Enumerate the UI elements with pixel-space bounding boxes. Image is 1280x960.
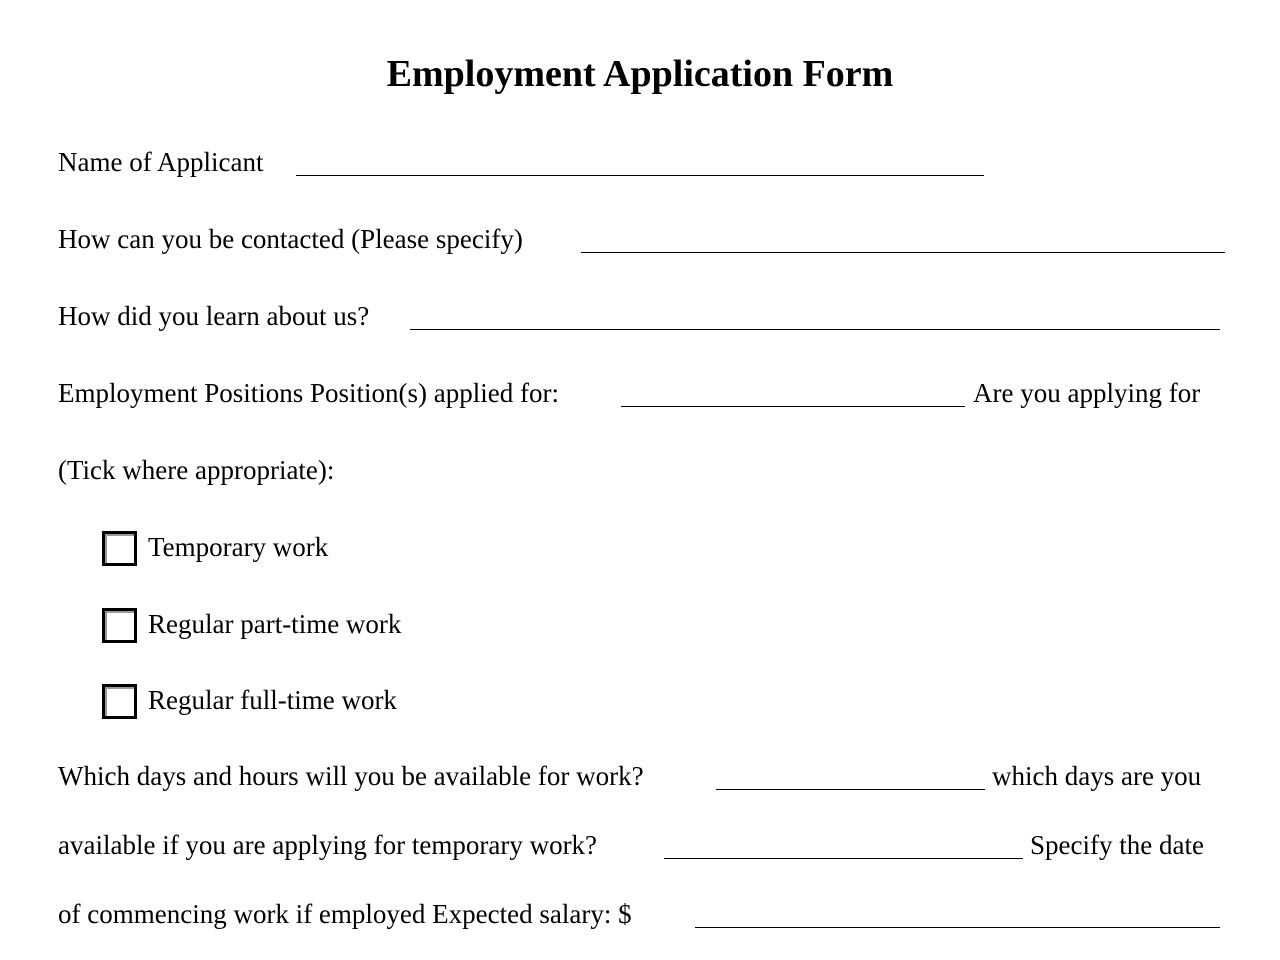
applying-for-label: Are you applying for — [973, 378, 1201, 408]
salary-field[interactable] — [695, 927, 1220, 928]
temporary-availability-field[interactable] — [664, 858, 1023, 859]
tick-row — [58, 452, 1228, 488]
name-label: Name of Applicant — [58, 147, 264, 177]
positions-label: Employment Positions Position(s) applied for: — [58, 378, 559, 408]
learn-field[interactable] — [410, 329, 1220, 330]
applying-for-row — [973, 375, 1228, 411]
specify-date-row — [1030, 827, 1228, 863]
part-time-label: Regular part-time work — [148, 609, 402, 639]
learn-label: How did you learn about us? — [58, 301, 370, 331]
full-time-label: Regular full-time work — [148, 685, 397, 715]
availability-label: Which days and hours will you be available for work? — [58, 761, 644, 791]
temporary-available-label: available if you are applying for temporary work? — [58, 830, 598, 860]
commencing-label: of commencing work if employed Expected salary: $ — [58, 899, 632, 929]
full-time-checkbox[interactable] — [102, 684, 137, 719]
tick-label: (Tick where appropriate): — [58, 455, 335, 485]
temporary-checkbox[interactable] — [102, 531, 137, 566]
which-days-label: which days are you — [992, 761, 1202, 791]
positions-field[interactable] — [621, 406, 965, 407]
part-time-checkbox[interactable] — [102, 608, 137, 643]
contact-field[interactable] — [581, 252, 1225, 253]
temporary-label: Temporary work — [148, 532, 329, 562]
specify-date-label: Specify the date — [1030, 830, 1204, 860]
form-title: Employment Application Form — [386, 53, 894, 95]
contact-label: How can you be contacted (Please specify) — [58, 224, 523, 254]
availability-field[interactable] — [716, 789, 985, 790]
name-field[interactable] — [296, 175, 984, 176]
which-days-row — [992, 758, 1228, 794]
